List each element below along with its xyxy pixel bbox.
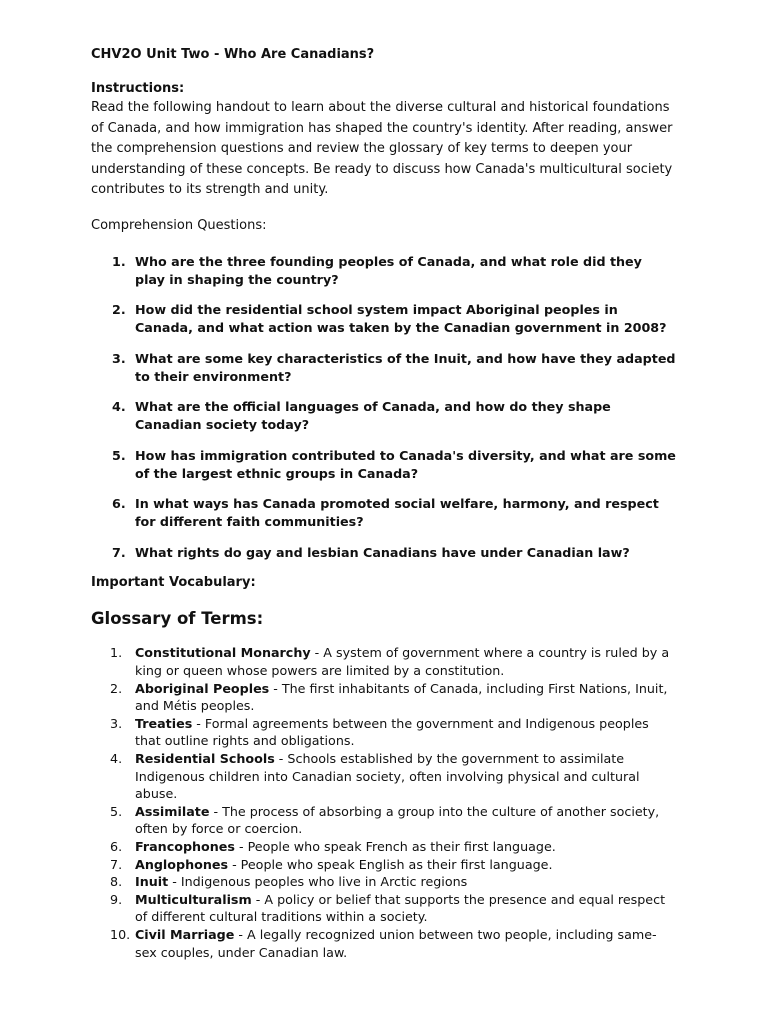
vocabulary-label: Important Vocabulary: [91,575,256,591]
glossary-term: Inuit [135,874,169,890]
glossary-item: 10. Civil Marriage - A legally recognized union between two people, including same-sex couples, under Canadian law. [110,926,657,960]
glossary-heading: Glossary of Terms: [91,609,264,629]
document-title: CHV2O Unit Two - Who Are Canadians? [91,47,375,62]
glossary-list [91,644,676,961]
glossary-term: Multiculturalism [135,891,252,907]
glossary-term: Civil Marriage [135,926,235,942]
glossary-item: 6. Francophones - People who speak French as their first language. [110,839,556,854]
glossary-item: 9. Multiculturalism - A policy or belief that supports the presence and equal respect of different cultural traditions within a society. [110,891,666,925]
question-item: 4. What are the official languages of Canada, and how do they shape Canadian society today? [112,399,611,433]
glossary-term: Residential Schools [135,751,275,767]
glossary-term: Assimilate [135,803,210,819]
question-item: 7. What rights do gay and lesbian Canadians have under Canadian law? [112,544,630,560]
glossary-item: 8. Inuit - Indigenous peoples who live in Arctic regions [110,874,468,890]
glossary-term: Constitutional Monarchy [135,645,311,661]
instructions-label: Instructions: [91,81,185,96]
glossary-term: Francophones [135,839,235,854]
glossary-item: 7. Anglophones - People who speak English as their first language. [110,856,553,872]
glossary-item: 2. Aboriginal Peoples - The first inhabitants of Canada, including First Nations, Inuit, and Métis peoples. [110,680,668,714]
glossary-item: 3. Treaties - Formal agreements between the government and Indigenous peoples that outline rights and obligations. [110,715,649,749]
glossary-term: Treaties [135,715,193,731]
glossary-term: Aboriginal Peoples [135,680,270,696]
question-item: 1. Who are the three founding peoples of Canada, and what role did they play in shaping the country? [112,253,642,287]
comprehension-questions-label: Comprehension Questions: [91,217,267,233]
glossary-item: 5. Assimilate - The process of absorbing a group into the culture of another society, often by force or coercion. [110,803,660,837]
instructions-text: Read the following handout to learn about the diverse cultural and historical foundations of Canada, and how immigration has shaped the country's identity. After reading, answer the comprehension questions and review the glossary of key terms to deepen your understanding of these concepts. Be ready to discuss how Canada's multicultural society contributes to its strength and unity. [91,100,673,198]
question-item: 5. How has immigration contributed to Canada's diversity, and what are some of the largest ethnic groups in Canada? [112,447,676,481]
question-item: 3. What are some key characteristics of the Inuit, and how have they adapted to their environment? [112,350,676,384]
question-item: 2. How did the residential school system impact Aboriginal peoples in Canada, and what action was taken by the Canadian government in 2008? [112,302,667,336]
comprehension-questions-list [91,253,676,562]
glossary-item: 1. Constitutional Monarchy - A system of government where a country is ruled by a king or queen whose powers are limited by a constitution. [110,645,670,679]
glossary-item: 4. Residential Schools - Schools established by the government to assimilate Indigenous children into Canadian society, often involving physical and cultural abuse. [110,751,640,802]
glossary-term: Anglophones [135,856,229,872]
question-item: 6. In what ways has Canada promoted social welfare, harmony, and respect for different faith communities? [112,496,659,530]
